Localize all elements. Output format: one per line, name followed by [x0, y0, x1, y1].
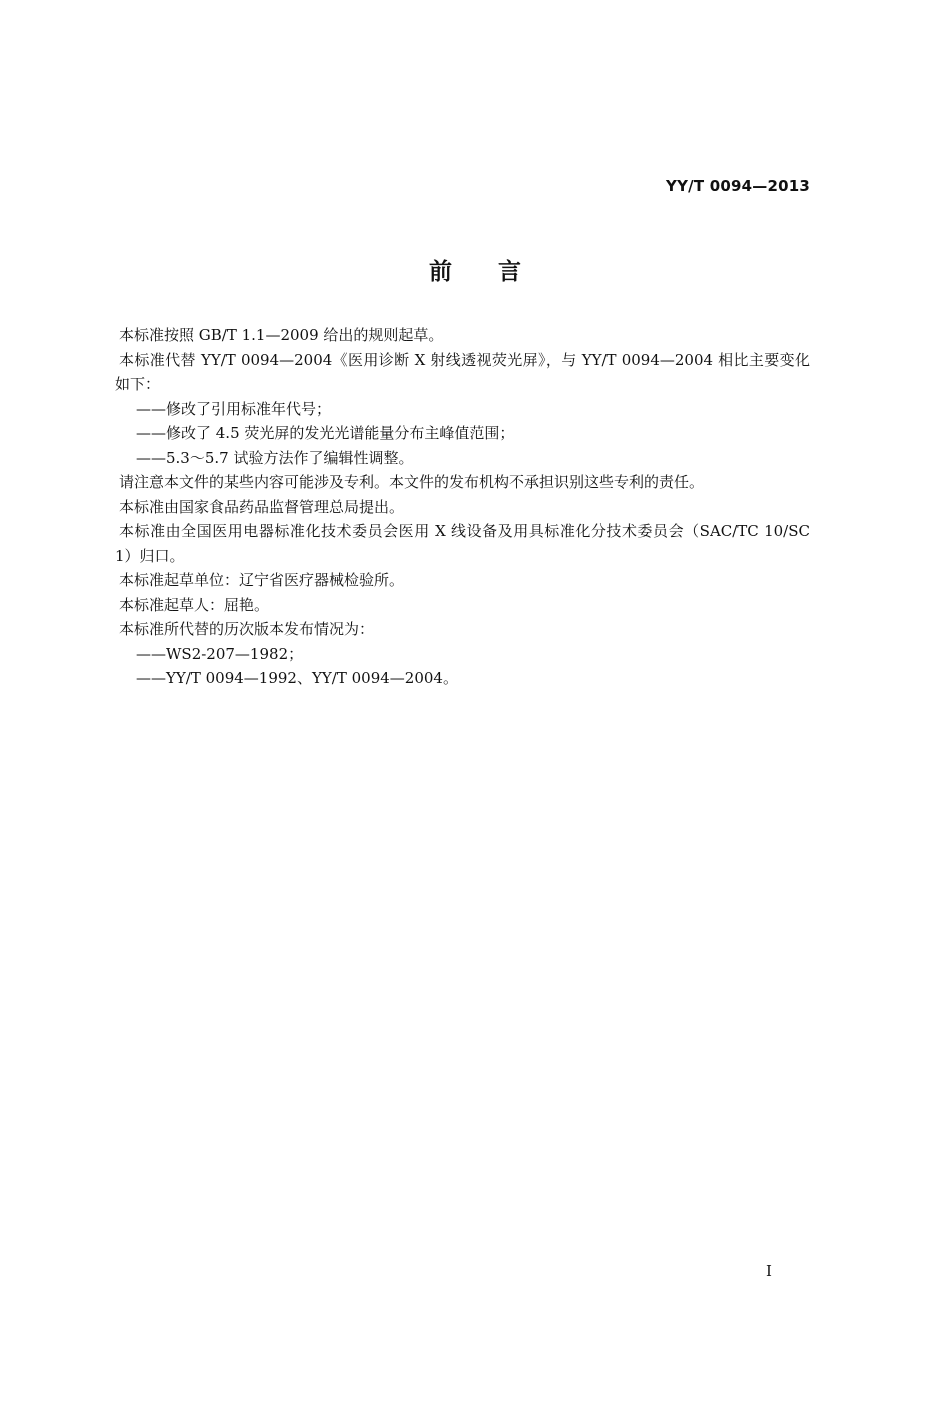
paragraph-responsible-committee: 本标准由全国医用电器标准化技术委员会医用 X 线设备及用具标准化分技术委员会（SAC/TC 10/SC 1）归口。 [115, 522, 810, 565]
list-item-change-1: ——修改了引用标准年代号； [136, 399, 332, 418]
paragraph-proposed-by: 本标准由国家食品药品监督管理总局提出。 [119, 497, 405, 516]
page-number: I [766, 1262, 772, 1280]
list-item-change-2: ——修改了 4.5 荧光屏的发光光谱能量分布主峰值范围； [136, 424, 515, 442]
paragraph-drafting-unit: 本标准起草单位：辽宁省医疗器械检验所。 [119, 571, 405, 589]
standard-code: YY/T 0094—2013 [666, 177, 810, 195]
page-title: 前言 [429, 259, 567, 285]
paragraph-replacement: 本标准代替 YY/T 0094—2004《医用诊断 X 射线透视荧光屏》，与 YY/T 0094—2004 相比主要变化如下： [115, 350, 810, 393]
paragraph-drafting-rules: 本标准按照 GB/T 1.1—2009 给出的规则起草。 [119, 326, 444, 344]
list-item-change-3: ——5.3～5.7 试验方法作了编辑性调整。 [136, 448, 414, 467]
list-item-edition-1: ——WS2-207—1982； [136, 644, 304, 663]
foreword-body [115, 323, 810, 691]
list-item-edition-2: ——YY/T 0094—1992、YY/T 0094—2004。 [136, 669, 458, 687]
paragraph-patent-notice: 请注意本文件的某些内容可能涉及专利。本文件的发布机构不承担识别这些专利的责任。 [119, 473, 705, 491]
paragraph-drafter: 本标准起草人：屈艳。 [119, 595, 270, 614]
paragraph-previous-editions: 本标准所代替的历次版本发布情况为： [119, 620, 375, 638]
